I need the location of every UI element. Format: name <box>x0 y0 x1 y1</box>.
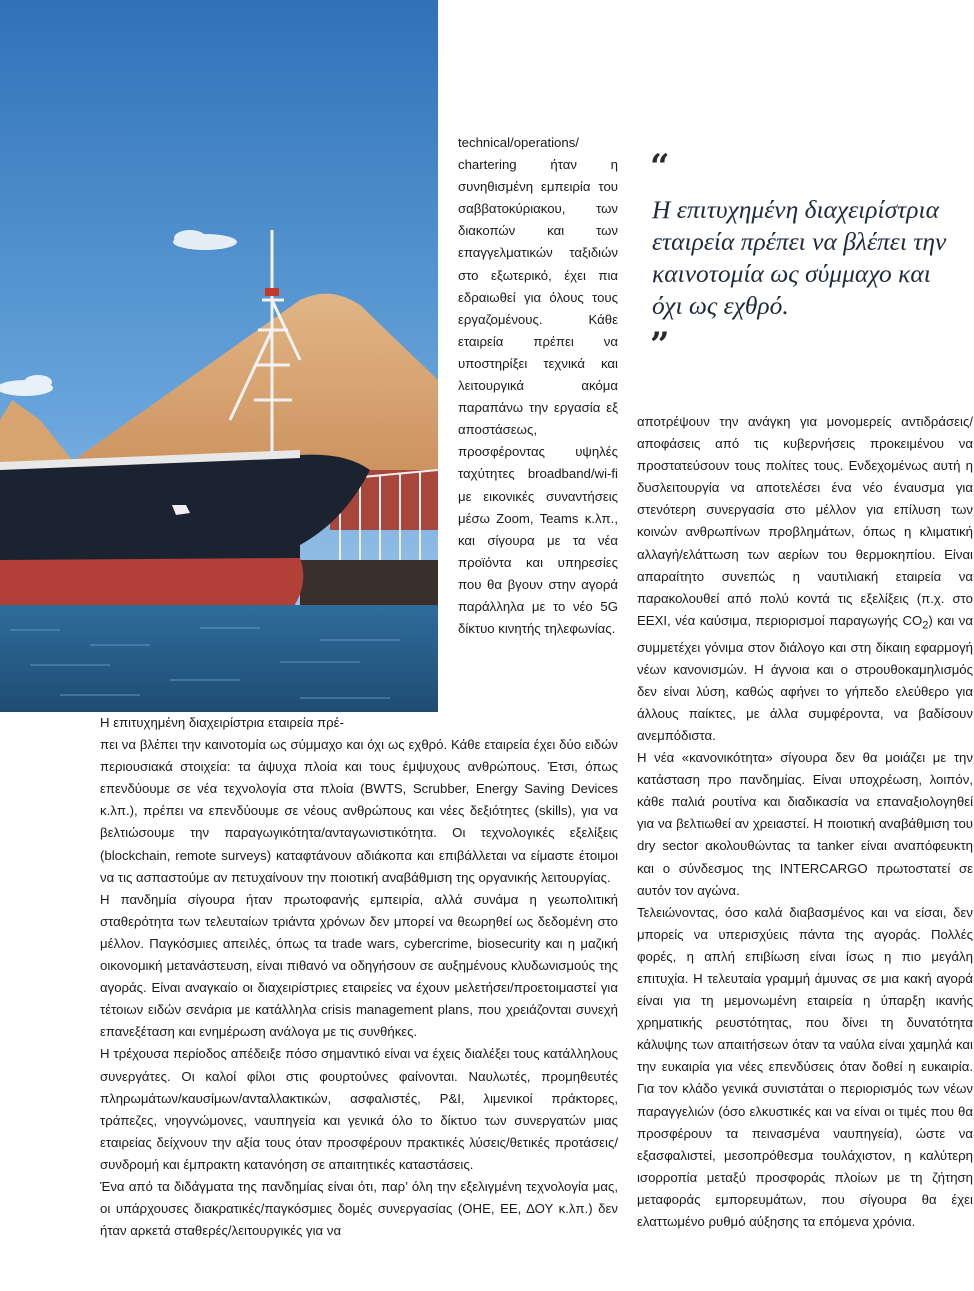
body-paragraph: Ένα από τα διδάγματα της πανδημίας είναι ότι, παρ’ όλη την εξελιγμένη τεχνολογία μας, οι υπάρχουσες διακρατικές/παγκόσμιες δομές συνεργασίας (ΟΗΕ, ΕΕ, ΔΟΥ κ.λπ.) δεν ήταν αρκετά σταθερές/λειτουργικές για να <box>100 1178 618 1239</box>
ship-photo-illustration <box>0 0 438 712</box>
text-column-right <box>637 411 973 1233</box>
body-paragraph-lead: Η επιτυχημένη διαχειρίστρια εταιρεία πρέ- <box>100 715 344 730</box>
open-quote-mark: “ <box>650 147 670 187</box>
body-paragraph: Τελειώνοντας, όσο καλά διαβασμένος και να είσαι, δεν μπορείς να υπερισχύεις πάντα της αγοράς. Πολλές φορές, η απλή επιβίωση είναι ίσως η πιο μεγάλη επιτυχία. Η τελευταία γραμμή άμυνας σε μια κακή αγορά είναι για τη μεμονωμένη εταιρεία η ύπαρξη ικανής χρηματικής ρευστότητας, που δίνει τη δυνατότητα κάλυψης των απαιτήσεων όταν τα ναύλα είναι χαμηλά και την ευκαιρία για νέες επενδύσεις όταν δοθεί η ευκαιρία. Για τον κλάδο γενικά συνιστάται ο περιορισμός των νέων παραγγελιών (όσο ελκυστικές και να είναι οι τιμές που θα προσφέρουν τα πεινασμένα ναυπηγεία), ώστε να εξασφαλιστεί, μεσοπρόθεσμα τουλάχιστον, η καλύτερη ισορροπία μεταξύ προσφοράς πλοίων με τη ζήτηση μεταφοράς εμπορευμάτων, που σίγουρα θα έχει ελαττωμένο ρυθμό αύξησης τα επόμενα χρόνια. <box>637 904 973 1230</box>
body-text: αποτρέψουν την ανάγκη για μονομερείς αντιδράσεις/αποφάσεις από τις κυβερνήσεις προκειμένου να προστατεύσουν τους πολίτες τους. Ενδεχομένως αυτή η δυσλειτουργία να αποτελέσει ένα νέο έναυσμα για στενότερη συνεργασία στο μέλλον για επίλυση των κοινών ανθρωπίνων προβλημάτων, όπως η κλιματική αλλαγή/ελάττωση των αερίων του θερμοκηπίου. Είναι απαραίτητο συνεπώς η ναυτιλιακή εταιρεία να παρακολουθεί από πολύ κοντά τις εξελίξεις (π.χ. στο EEXI, νέα καύσιμα, περιορισμοί παραγωγής CO <box>637 414 973 628</box>
body-paragraph <box>637 411 973 747</box>
pull-quote-text: Η επιτυχημένη διαχειρίστρια εταιρεία πρέπει να βλέπει την καινοτομία ως σύμμαχο και όχι ως εχθρό. <box>652 195 947 320</box>
body-paragraph: technical/operations/ chartering ήταν η συνηθισμένη εμπειρία του σαββατοκύριακου, των διακοπών και των επαγγελματικών ταξιδιών στο εξωτερικό, έχει πια εδραιωθεί για όλους τους εργαζομένους. Κάθε εταιρεία πρέπει να υποστηρίξει τεχνικά και λειτουργικά ακόμα παραπάνω την εργασία εξ αποστάσεως, προσφέροντας υψηλές ταχύτητες broadband/wi-fi με εικονικές συναντήσεις μέσω Zoom, Teams κ.λπ., και σίγουρα με τα νέα προϊόντα και υπηρεσίες που θα βγουν στην αγορά παράλληλα με το νέο 5G δίκτυο κινητής τηλεφωνίας. <box>458 135 618 637</box>
body-paragraph: πει να βλέπει την καινοτομία ως σύμμαχο και όχι ως εχθρό. Κάθε εταιρεία έχει δύο ειδών περιουσιακά στοιχεία: τα άψυχα πλοία και τους έμψυχους ανθρώπους. Έτσι, όπως επενδύουμε σε νέα τεχνολογία στα πλοία (BWTS, Scrubber, Energy Saving Devices κ.λπ.), πρέπει να επενδύουμε σε νέους ανθρώπους και νέες δεξιότητες (skills), για να βελτιώσουμε την παραγωγικότητα/ανταγωνιστικότητα. Οι τεχνολογικές εξελίξεις (blockchain, remote surveys) καταφτάνουν αδιάκοπα και επιβάλλεται να είμαστε έτοιμοι να τις ασπαστούμε αν πετυχαίνουν την ποιοτική αναβάθμιση της οργανικής λειτουργίας. <box>100 737 618 885</box>
body-paragraph: Η τρέχουσα περίοδος απέδειξε πόσο σημαντικό είναι να έχεις διαλέξει τους κατάλληλους συνεργάτες. Οι καλοί φίλοι στις φουρτούνες φαίνονται. Ναυλωτές, προμηθευτές πληρωμάτων/καυσίμων/ανταλλακτικών, ασφαλιστές, P&I, λιμενικοί πράκτορες, τράπεζες, νηογνώμονες, ναυπηγεία και γενικά όλο το δίκτυο των συνεργατών μιας εταιρείας δείχνουν την αξία τους όταν προσφέρουν πρακτικές λύσεις/θετικές προτάσεις/συνδρομή και έμπρακτη κατανόηση σε απαιτητικές καταστάσεις. <box>100 1046 618 1172</box>
close-quote-mark: ” <box>650 325 670 365</box>
subscript: 2 <box>922 619 929 632</box>
ship-photo <box>0 0 438 712</box>
text-column-narrow <box>458 132 618 640</box>
body-paragraph: Η πανδημία σίγουρα ήταν πρωτοφανής εμπειρία, αλλά συνάμα η γεωπολιτική σταθερότητα των τελευταίων τριάντα χρόνων δεν μπορεί να θεωρηθεί ως δεδομένη στο μέλλον. Παγκόσμιες απειλές, όπως τα trade wars, cybercrime, biosecurity και η μαζική οικονομική μετανάστευση, είναι πιθανό να οδηγήσουν σε αυξημένους κλυδωνισμούς της αγοράς. Είναι αναγκαίο οι διαχειρίστριες εταιρείες να έχουν μελετήσει/προετοιμαστεί για τέτοιων ειδών σενάρια με κατάλληλα crisis management plans, που χρειάζονται συνεχή επανεξέταση και ενημέρωση ανάλογα με τις συνθήκες. <box>100 891 618 1040</box>
text-column-wide <box>100 712 618 1242</box>
sea <box>0 605 438 712</box>
body-paragraph: Η νέα «κανονικότητα» σίγουρα δεν θα μοιάζει με την κατάσταση προ πανδημίας. Είναι υποχρέωση, λοιπόν, κάθε παλιά ρουτίνα και διαδικασία να επαναξιολογηθεί για να βελτιωθεί αν χρειαστεί. Η ποιοτική αναβάθμιση του dry sector ακολουθώντας τα tanker είναι αναπόφευκτη και ο σύνδεσμος της INTERCARGO πρωτοστατεί σε αυτόν τον αγώνα. <box>637 750 973 898</box>
pull-quote <box>650 147 950 368</box>
ship-hull-bottom <box>0 558 303 612</box>
body-text: ) και να συμμετέχει γόνιμα στον διάλογο και στη δίκαιη εφαρμογή νέων κανονισμών. Η άγνοια και ο στρουθοκαμηλισμός δεν είναι λύση, καθώς αφήνει το γήπεδο ελεύθερο για άλλους παίκτες, με άλλα συμφέροντα, να βαδίσουν ανεμπόδιστα. <box>637 612 973 743</box>
